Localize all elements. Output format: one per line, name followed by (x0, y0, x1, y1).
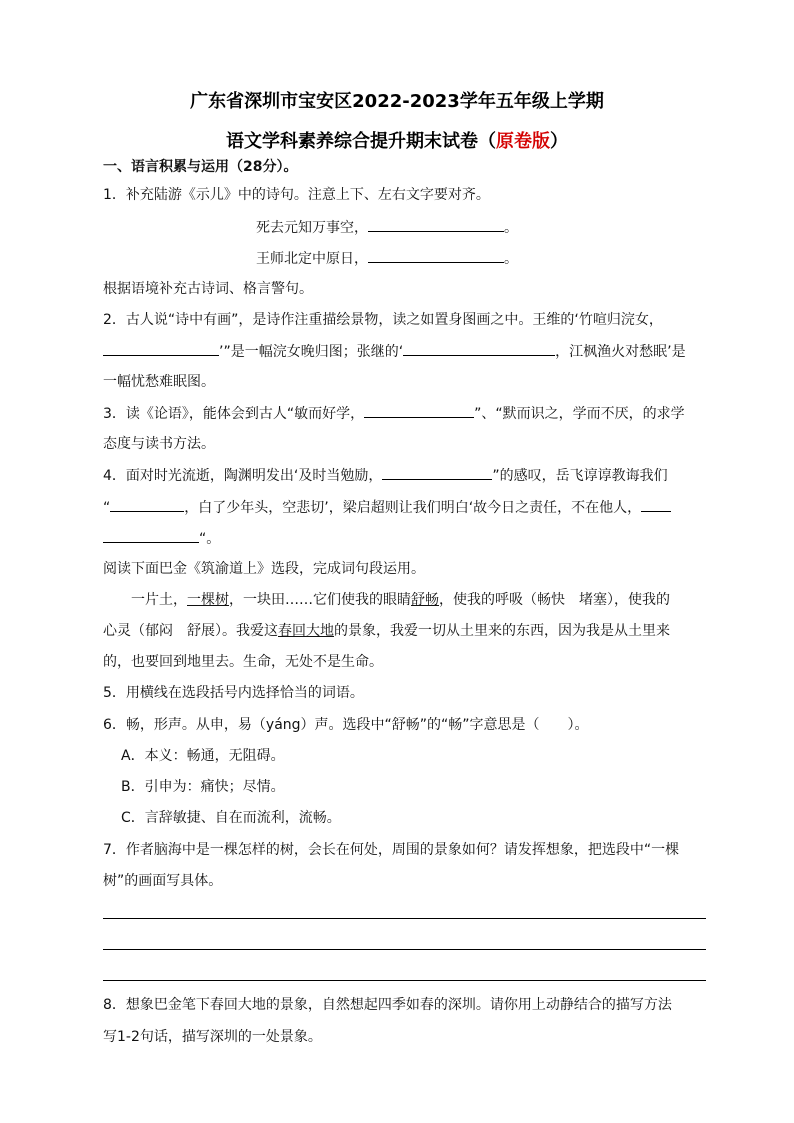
q4-blank2[interactable] (110, 497, 184, 512)
q4-line1-text-a: 4．面对时光流逝，陶渊明发出‘及时当勉励， (103, 468, 383, 484)
q1-line2 (256, 248, 518, 269)
q6-option-b[interactable]: B．引申为：痛快；尽情。 (121, 779, 285, 795)
title-main: 语文学科素养综合提升期末试卷 (226, 131, 478, 152)
q8-line1: 8．想象巴金笔下春回大地的景象，自然想起四季如春的深圳。请你用上动静结合的描写方法 (103, 997, 672, 1013)
q4-line2-text: ，白了少年头，空悲切’，梁启超则让我们明白‘故今日之责任，不在他人， (184, 500, 642, 516)
q3-line1 (103, 403, 685, 424)
exam-title-line1: 广东省深圳市宝安区2022-2023学年五年级上学期 (190, 91, 604, 112)
passage-text: 心灵（郁闷 舒展）。我爱这 (103, 623, 278, 639)
passage-line2 (103, 621, 670, 641)
instruction-text: 根据语境补充古诗词、格言警句。 (103, 281, 313, 297)
q1-line1 (256, 217, 518, 238)
passage-line3: 的，也要回到地里去。生命，无处不是生命。 (103, 654, 383, 670)
q1-blank1[interactable] (368, 217, 504, 232)
q1-stem: 1．补充陆游《示儿》中的诗句。注意上下、左右文字要对齐。 (103, 187, 490, 203)
q4-line1 (103, 465, 668, 486)
q3-line1-text-b: ”、“默而识之，学而不厌，的求学 (474, 406, 685, 422)
q2-line2 (103, 341, 686, 362)
reading-intro: 阅读下面巴金《筑渝道上》选段，完成词句段运用。 (103, 561, 425, 577)
passage-text: 的景象，我爱一切从土里来的东西，因为我是从土里来 (334, 623, 670, 639)
q2-line2-text-a: ’”是一幅浣女晚归图；张继的‘ (219, 344, 404, 360)
q8-line2: 写1-2句话，描写深圳的一处景象。 (103, 1029, 322, 1045)
q4-blank3-end[interactable] (103, 528, 199, 543)
passage-text: ，一块田……它们使我的眼睛 (229, 592, 411, 608)
title-paren-open: （ (478, 131, 496, 152)
q7-line1: 7．作者脑海中是一棵怎样的树，会长在何处，周围的景象如何？请发挥想象，把选段中“一棵 (103, 842, 680, 858)
section-heading: 一、语言积累与运用（28分）。 (103, 159, 298, 175)
q7-line2: 树”的画面写具体。 (103, 873, 223, 889)
q6-option-c[interactable]: C．言辞敏捷、自在而流利，流畅。 (121, 810, 341, 826)
q5-stem: 5．用横线在选段括号内选择恰当的词语。 (103, 685, 364, 701)
passage-line1 (131, 590, 670, 610)
q6-option-a[interactable]: A．本义：畅通，无阻碍。 (121, 748, 285, 764)
q1-line2-text: 王师北定中原日， (256, 251, 368, 267)
q1-line1-text: 死去元知万事空， (256, 220, 368, 236)
q3-blank[interactable] (364, 403, 474, 418)
underlined-phrase: 春回大地 (278, 623, 334, 639)
answer-line[interactable] (103, 980, 706, 981)
q4-blank1[interactable] (382, 465, 492, 480)
answer-line[interactable] (103, 918, 706, 919)
answer-line[interactable] (103, 949, 706, 950)
q4-line3 (103, 528, 220, 549)
q1-line2-end: 。 (504, 251, 518, 267)
q1-blank2[interactable] (368, 248, 504, 263)
q4-blank3-start[interactable] (641, 497, 671, 512)
exam-title-line2 (0, 127, 794, 153)
q3-line2: 态度与读书方法。 (103, 436, 215, 452)
title-edition-label: 原卷版 (496, 131, 550, 152)
passage-text: 一片土， (131, 592, 187, 608)
q2-line1: 2．古人说“诗中有画”，是诗作注重描绘景物，读之如置身图画之中。王维的‘竹喧归浣女， (103, 312, 663, 328)
passage-text: ，使我的呼吸（畅快 堵塞），使我的 (439, 592, 670, 608)
q2-blank2[interactable] (403, 341, 555, 356)
title-paren-close: ） (550, 131, 568, 152)
underlined-phrase: 一棵树 (187, 592, 229, 608)
q2-line3: 一幅忧愁难眠图。 (103, 374, 215, 390)
q4-line2 (103, 497, 671, 518)
underlined-phrase: 舒畅 (411, 592, 439, 608)
q6-stem: 6．畅，形声。从申，易（yáng）声。选段中“舒畅”的“畅”字意思是（ ）。 (103, 717, 589, 733)
q4-line1-text-b: ”的感叹，岳飞谆谆教诲我们 (492, 468, 668, 484)
q2-line2-text-b: ，江枫渔火对愁眠’是 (555, 344, 686, 360)
q2-blank1[interactable] (103, 341, 219, 356)
q4-line3-text: “。 (199, 531, 221, 547)
q1-line1-end: 。 (504, 220, 518, 236)
q3-line1-text-a: 3．读《论语》，能体会到古人“敏而好学， (103, 406, 365, 422)
q4-line2-quote: “ (103, 500, 111, 516)
